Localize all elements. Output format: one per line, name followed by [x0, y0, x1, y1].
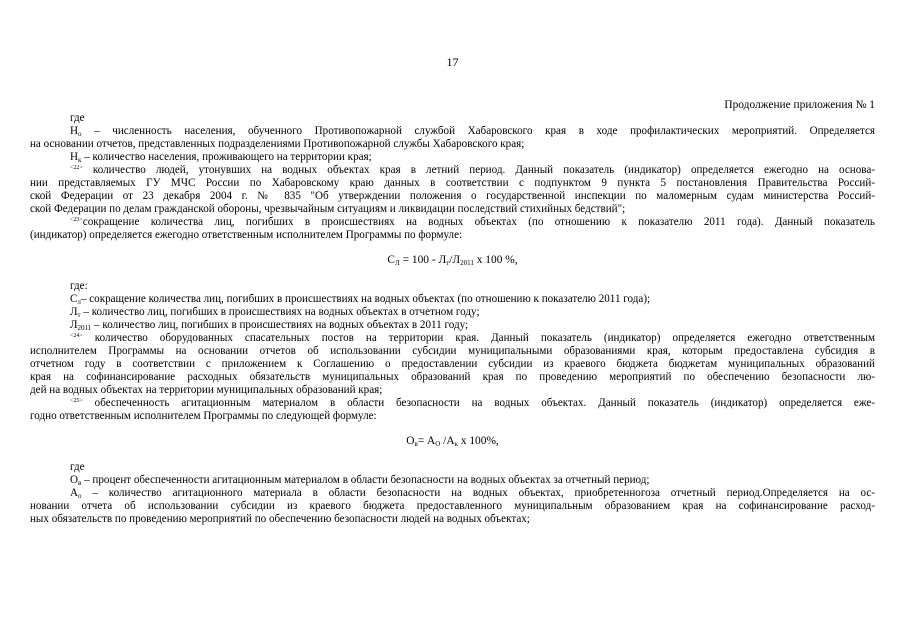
footnote-mark-23: <23>: [70, 217, 83, 223]
footnote-mark-25: <25>: [70, 398, 83, 404]
footnote-22: $^{<22>}$ количество людей, утонувших на водных объектах края в летний период. Данный показатель (индикатор) определяется ежегодно на основа- нии представляемых ГУ МЧС России по Хабаровскому краю данных в соответствии с подпунктом 9 пункта 5 постановления Правительства Россий- ской Федерации от 23 декабря 2004 г. № 835 "Об утверждении положения о государственной инспекции по маломерным судам министерства Россий- ской Федерации по делам гражданской обороны, чрезвычайным ситуациям и ликвидации последствий стихийных бедствий";: [30, 164, 875, 215]
where-label-3: где: [70, 461, 85, 473]
formula-reduction: $С_Л = 100 - Л_т/Л_{2011}$ х 100 %,: [387, 254, 518, 267]
document-page: [30, 56, 875, 526]
definition-lt: $Л_т$ – количество лиц, погибших в происшествиях на водных объектах в отчетном году;: [70, 306, 480, 319]
formula-coverage: $О_в= А_О$ $/А_к$ х 100%,: [406, 435, 499, 448]
where-label: где: [70, 112, 85, 124]
footnote-mark-22: <22>: [70, 165, 83, 171]
footnote-24: $^{<24>}$ количество оборудованных спасательных постов на территории края. Данный показатель (индикатор) определяется ежегодно ответственным исполнителем Программы на основании отчетов об использовании субсидии муниципальными образованиями края, которым предоставлена субсидия в отчетном году в соответствии с приложением к Соглашению о предоставлении субсидии из краевого бюджета бюджетам муниципальных образований края на софинансирование расходных обязательств муниципальных образований края по проведению мероприятий по обеспечению безопасности лю- дей на водных объектах на территории муниципальных образований края;: [30, 332, 875, 396]
definition-ho: $Н_о$ – численность населения, обученного Противопожарной службой Хабаровского края в ходе профилактических мероприятий. Определяется на основании отчетов, представленных подразделениями Противопожарной службы Хабаровского края;: [30, 125, 875, 150]
definition-hk: $Н_к$ – количество населения, проживающего на территории края;: [70, 151, 372, 164]
page-number: 17: [446, 55, 459, 69]
definition-l2011: $Л_{2011}$ – количество лиц, погибших в происшествиях на водных объектах в 2011 году;: [70, 319, 469, 332]
definition-sl: $С_л-$ сокращение количества лиц, погибших в происшествиях на водных объектах (по отношению к показателю 2011 года);: [70, 293, 651, 306]
footnote-mark-24: <24>: [70, 333, 83, 339]
appendix-continuation: Продолжение приложения № 1: [724, 99, 875, 111]
definition-ov: $О_в$ – процент обеспеченности агитационным материалом в области безопасности на водных объектах за отчетный период;: [70, 474, 650, 487]
where-label-2: где:: [70, 280, 88, 292]
definition-ao: $А_о$ – количество агитационного материала в области безопасности на водных объектах, приобретенногоза отчетный период.Определяется на ос- новании отчета об использовании субсидии из краевого бюджета предоставленного муниципальным образованием края на софинансирование расход- ных обязательств по проведению мероприятий по обеспечению безопасности людей на водных объектах;: [30, 487, 875, 525]
footnote-23: $^{<23>}$сокращение количества лиц, погибших в происшествиях на водных объектах (по отношению к показателю 2011 года). Данный показатель (индикатор) определяется ежегодно ответственным исполнителем Программы по формуле:: [30, 216, 875, 241]
footnote-25: $^{<25>}$ обеспеченность агитационным материалом в области безопасности на водных объектах. Данный показатель (индикатор) определяется еже- годно ответственным исполнителем Программы по следующей формуле:: [30, 397, 875, 422]
